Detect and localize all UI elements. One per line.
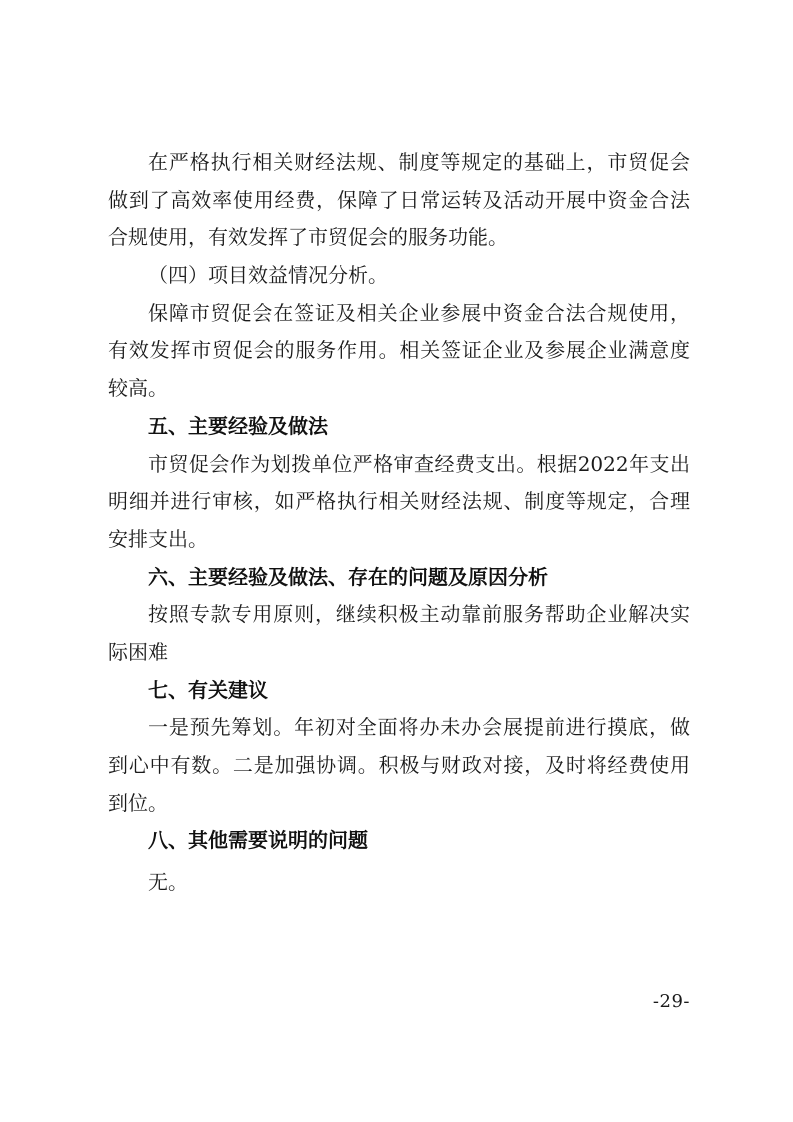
paragraph-line: 无。 [148,870,188,895]
paragraph-line: 有效发挥市贸促会的服务作用。相关签证企业及参展企业满意度 [108,338,690,363]
paragraph-line: 按照专款专用原则，继续积极主动靠前服务帮助企业解决实 [148,602,690,627]
section-heading: 八、其他需要说明的问题 [148,828,368,853]
paragraph-line: 合规使用，有效发挥了市贸促会的服务功能。 [108,225,508,250]
paragraph-line: 安排支出。 [108,526,208,551]
paragraph-line: 做到了高效率使用经费，保障了日常运转及活动开展中资金合法 [108,187,690,212]
page-number: -29- [652,991,690,1012]
paragraph-line: 一是预先筹划。年初对全面将办未办会展提前进行摸底，做 [148,715,690,740]
document-body [108,144,690,902]
paragraph-line: 在严格执行相关财经法规、制度等规定的基础上，市贸促会 [148,150,690,174]
paragraph-line: 到位。 [108,790,168,815]
paragraph-line: 市贸促会作为划拨单位严格审查经费支出。根据2022年支出 [148,451,690,476]
paragraph-line: 保障市贸促会在签证及相关企业参展中资金合法合规使用， [148,300,690,325]
subsection-title: （四）项目效益情况分析。 [148,263,388,288]
paragraph-line: 际困难 [108,639,168,664]
section-heading: 五、主要经验及做法 [148,413,328,438]
section-heading: 六、主要经验及做法、存在的问题及原因分析 [148,564,548,589]
paragraph-line: 到心中有数。二是加强协调。积极与财政对接，及时将经费使用 [108,753,690,777]
paragraph-line: 较高。 [108,376,168,401]
section-heading: 七、有关建议 [148,677,268,702]
paragraph-line: 明细并进行审核，如严格执行相关财经法规、制度等规定，合理 [108,489,690,514]
